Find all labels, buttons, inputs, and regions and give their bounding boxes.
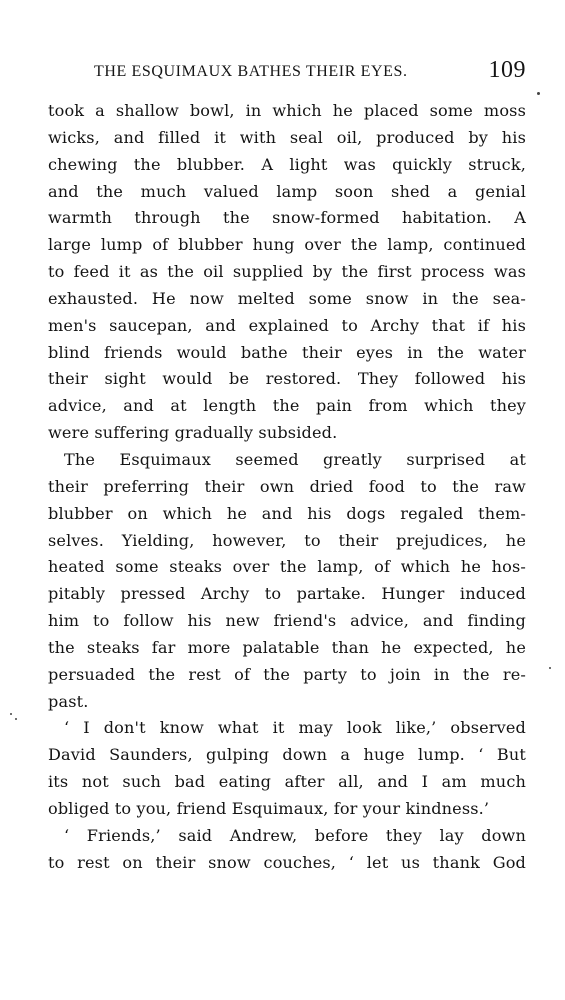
text-line: blind friends would bathe their eyes in the water [48,342,526,362]
text-line: warmth through the snow-formed habitation. A [48,208,526,228]
text-line: chewing the blubber. A light was quickly struck, [48,154,526,174]
text-line: blubber on which he and his dogs regaled them- [48,503,526,523]
page-number: 109 [488,57,526,83]
ink-speck [15,718,17,720]
ink-speck [537,92,540,95]
text-line: obliged to you, friend Esquimaux, for your kindness.’ [48,798,490,818]
text-line: the steaks far more palatable than he expected, he [48,637,526,657]
running-head [48,57,526,87]
ink-speck [549,667,551,669]
text-line: heated some steaks over the lamp, of which he hos- [48,557,526,577]
text-line: past. [48,691,89,711]
text-line: persuaded the rest of the party to join in the re- [48,664,526,684]
text-line: wicks, and filled it with seal oil, produced by his [48,127,526,147]
text-line: their sight would be restored. They followed his [48,369,526,389]
text-line: ‘ I don't know what it may look like,’ observed [64,718,526,738]
text-line: to feed it as the oil supplied by the first process was [48,262,526,282]
text-line: to rest on their snow couches, ‘ let us thank God [48,852,526,872]
text-line: its not such bad eating after all, and I am much [48,772,526,792]
ink-speck [10,713,12,715]
text-line: ‘ Friends,’ said Andrew, before they lay down [64,825,526,845]
paragraph-3 [48,715,526,822]
text-line: pitably pressed Archy to partake. Hunger induced [48,584,526,604]
text-line: exhausted. He now melted some snow in the sea- [48,288,526,308]
text-line: David Saunders, gulping down a huge lump. ‘ But [48,745,526,765]
body-text [48,98,526,876]
text-line: were suffering gradually subsided. [48,423,338,443]
paragraph-4 [48,823,526,877]
text-line: him to follow his new friend's advice, and finding [48,611,526,631]
text-line: advice, and at length the pain from which they [48,396,526,416]
paragraph-2 [48,447,526,715]
text-line: The Esquimaux seemed greatly surprised at [64,449,526,469]
running-title: THE ESQUIMAUX BATHES THEIR EYES. [94,63,408,80]
text-line: and the much valued lamp soon shed a genial [48,181,526,201]
text-line: took a shallow bowl, in which he placed some moss [48,101,526,120]
text-line: selves. Yielding, however, to their prejudices, he [48,530,526,550]
text-line: men's saucepan, and explained to Archy that if his [48,315,526,335]
paragraph-1 [48,98,526,447]
text-line: large lump of blubber hung over the lamp, continued [48,235,526,255]
text-line: their preferring their own dried food to the raw [48,476,526,496]
